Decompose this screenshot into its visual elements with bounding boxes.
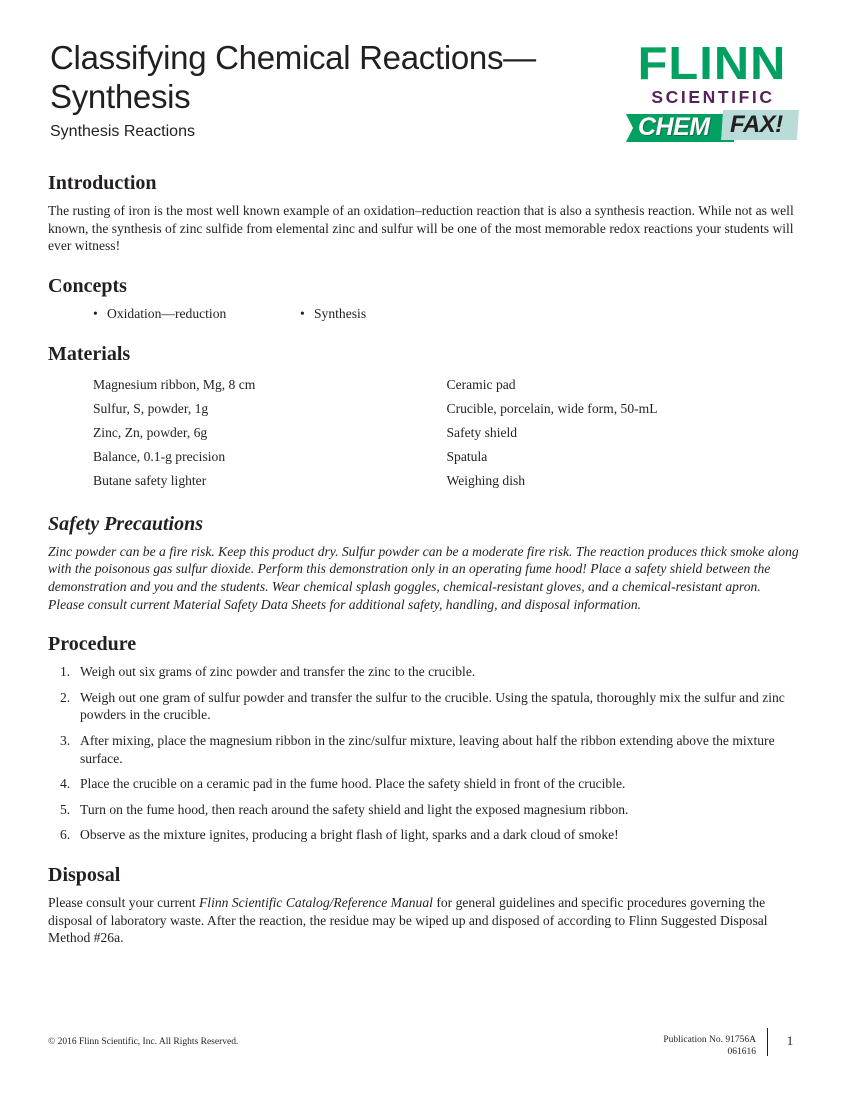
concept-item	[300, 305, 507, 323]
page-subtitle: Synthesis Reactions	[50, 123, 195, 140]
procedure-step: After mixing, place the magnesium ribbon in the zinc/sulfur mixture, leaving about half the ribbon extending above the mixture surface.	[80, 732, 775, 766]
footer-publication-info	[663, 1034, 756, 1058]
procedure-step: Place the crucible on a ceramic pad in the fume hood. Place the safety shield in front of the crucible.	[80, 776, 626, 792]
materials-left-column	[93, 373, 447, 493]
bullet-icon: •	[300, 305, 305, 321]
flinn-scientific-logo	[626, 37, 798, 158]
safety-precautions-body: Zinc powder can be a fire risk. Keep this product dry. Sulfur powder can be a moderate fire risk. The reaction produces thick smoke along with the poisonous gas sulfur dioxide. Perform this demonstration only in an operating fume hood! Place a safety shield between the demonstration and you and the students. Wear chemical splash goggles, chemical-resistant gloves, and a chemical-resistant apron. Please consult current Material Safety Data Sheets for additional safety, handling, and disposal information.	[48, 543, 799, 612]
footer-divider	[767, 1028, 768, 1056]
document-content	[48, 172, 800, 967]
concept-item-label: Oxidation—reduction	[107, 305, 227, 321]
procedure-step: Weigh out one gram of sulfur powder and transfer the sulfur to the crucible. Using the spatula, thoroughly mix the sulfur and zinc powders in the crucible.	[80, 689, 785, 723]
concept-item	[93, 305, 300, 323]
introduction-heading: Introduction	[48, 172, 157, 194]
chemfax-chem-text: CHEM	[638, 113, 710, 141]
material-item: Spatula	[446, 448, 488, 464]
page-title: Classifying Chemical Reactions—Synthesis	[50, 39, 536, 115]
logo-brand-text: FLINN	[637, 37, 787, 89]
title-block	[50, 38, 620, 142]
disposal-body-part2: for general guidelines and specific procedures governing the disposal of laboratory waste. After the reaction, the residue may be wiped up and disposed of according to Flinn Suggested Disposal Method #26a.	[48, 894, 768, 946]
procedure-step: Weigh out six grams of zinc powder and transfer the zinc to the crucible.	[80, 664, 476, 680]
footer-date-code: 061616	[727, 1047, 756, 1057]
material-item: Ceramic pad	[446, 376, 516, 392]
materials-heading: Materials	[48, 342, 131, 365]
section-concepts	[48, 275, 800, 323]
concept-item-label: Synthesis	[314, 305, 367, 321]
material-item: Butane safety lighter	[93, 472, 207, 488]
material-item: Zinc, Zn, powder, 6g	[93, 424, 208, 440]
disposal-body-part1: Please consult your current	[48, 894, 199, 910]
material-item: Balance, 0.1-g precision	[93, 448, 226, 464]
materials-right-column	[447, 373, 801, 493]
section-disposal	[48, 864, 800, 947]
footer-page-number: 1	[786, 1033, 794, 1048]
document-header	[50, 38, 798, 168]
section-introduction	[48, 172, 800, 255]
disposal-body	[48, 894, 800, 947]
concepts-list	[48, 305, 800, 323]
introduction-body: The rusting of iron is the most well known example of an oxidation–reduction reaction that is also a synthesis reaction. While not as well known, the synthesis of zinc sulfide from elemental zinc and sulfur will be one of the most memorable redox reactions your students will ever witness!	[48, 203, 794, 254]
bullet-icon: •	[93, 305, 98, 321]
material-item: Safety shield	[446, 424, 518, 440]
logo-brand-sub-text: SCIENTIFIC	[651, 87, 775, 107]
disposal-catalog-reference: Flinn Scientific Catalog/Reference Manual	[199, 894, 433, 910]
section-procedure	[48, 633, 800, 844]
safety-precautions-heading: Safety Precautions	[48, 512, 203, 535]
document-footer	[48, 1008, 802, 1068]
procedure-heading: Procedure	[48, 633, 137, 656]
section-safety-precautions	[48, 513, 800, 613]
section-materials	[48, 343, 800, 493]
procedure-step: Observe as the mixture ignites, producing a bright flash of light, sparks and a dark cloud of smoke!	[80, 827, 619, 843]
footer-copyright: © 2016 Flinn Scientific, Inc. All Rights Reserved.	[48, 1037, 239, 1047]
concepts-heading: Concepts	[48, 274, 127, 297]
material-item: Magnesium ribbon, Mg, 8 cm	[93, 376, 256, 392]
materials-list	[48, 373, 800, 493]
disposal-heading: Disposal	[48, 863, 121, 886]
material-item: Weighing dish	[446, 472, 526, 488]
chemfax-fax-text: FAX!	[730, 111, 783, 138]
procedure-steps-list	[48, 663, 800, 844]
footer-publication-number: Publication No. 91756A	[663, 1035, 756, 1045]
material-item: Crucible, porcelain, wide form, 50-mL	[446, 400, 658, 416]
chemfax-banner	[626, 110, 798, 146]
procedure-step: Turn on the fume hood, then reach around the safety shield and light the exposed magnesium ribbon.	[80, 801, 629, 817]
material-item: Sulfur, S, powder, 1g	[93, 400, 209, 416]
